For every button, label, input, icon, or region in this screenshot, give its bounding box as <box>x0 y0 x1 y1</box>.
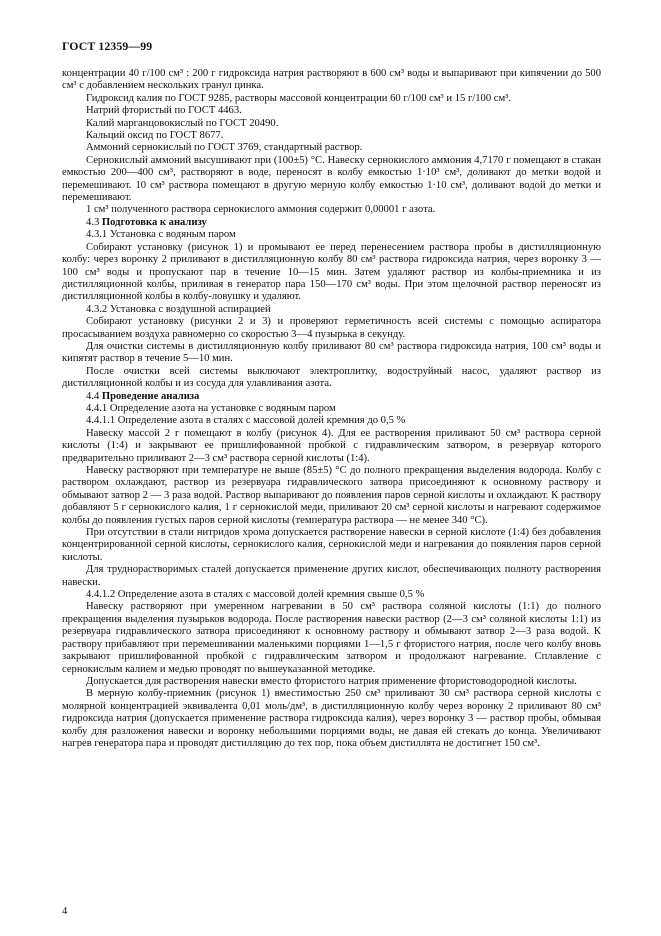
paragraph-text: Сернокислый аммоний высушивают при (100±5) °С. Навеску сернокислого аммония 4,7170 г помещают в стакан емкостью 200—400 см³, растворяют в воде, переносят в колбу емкостью 1·10³ см³, доливают до метки водой и перемешивают. 10 см³ раствора помещают в другую мерную колбу емкостью 1·10 см³, доливают водой до метки и перемешивают. <box>62 154 601 204</box>
section-heading: Проведение анализа <box>101 390 200 402</box>
paragraph <box>62 242 601 304</box>
paragraph-text: 4.4.1 Определение азота на установке с водяным паром <box>86 402 336 414</box>
paragraph-text: Гидроксид калия по ГОСТ 9285, растворы массовой концентрации 60 г/100 см³ и 15 г/100 см³. <box>86 92 511 104</box>
section-heading: Подготовка к анализу <box>101 216 207 228</box>
paragraph <box>62 316 601 341</box>
paragraph <box>62 527 601 564</box>
paragraph-text: Кальций оксид по ГОСТ 8677. <box>86 130 224 142</box>
paragraph-text: При отсутствии в стали нитридов хрома допускается растворение навески в серной кислоте (1:4) без добавления концентрированной серной кислоты, сернокислого калия, сернокислой меди и нагревания до появления паров серной кислоты. <box>62 527 601 563</box>
standard-header: ГОСТ 12359—99 <box>62 39 153 53</box>
paragraph <box>62 564 601 589</box>
paragraph <box>62 155 601 205</box>
paragraph <box>62 142 601 154</box>
paragraph-text: Собирают установку (рисунки 2 и 3) и проверяют герметичность всей системы с помощью аспиратора просасыванием воздуха равномерно со скоростью 3—4 пузырька в секунду. <box>62 316 601 340</box>
paragraph-text: Калий марганцовокислый по ГОСТ 20490. <box>86 117 279 129</box>
paragraph-text: Для труднорастворимых сталей допускается применение других кислот, обеспечивающих полноту растворения навески. <box>62 564 601 588</box>
paragraph <box>62 93 601 105</box>
paragraph <box>62 105 601 117</box>
paragraph <box>62 304 601 316</box>
paragraph-text: 4.3.1 Установка с водяным паром <box>86 229 236 241</box>
paragraph-text: Для очистки системы в дистилляционную колбу приливают 80 см³ раствора гидроксида натрия, 100 см³ воды и кипятят раствор в течение 5—10 мин. <box>62 340 601 365</box>
paragraph <box>62 415 601 427</box>
paragraph-text: Допускается для растворения навески вместо фтористого натрия применение фтористоводородной кислоты. <box>86 675 577 687</box>
paragraph-text: Навеску растворяют при умеренном нагревании в 50 см³ раствора соляной кислоты (1:1) до полного прекращения выделения пузырьков водорода. После растворения навески раствор (2—3 см³ соляной кислоты 1:1) из резервуара гидравлического затвора присоединяют к основному раствору и обмывают затвор 2—3 раза водой. К раствору прибавляют при перемешивании маленькими порциями 1—1,5 г фтористого натрия, после чего колбу вновь закрывают пришлифованной пробкой с гидравлическим затвором и продолжают нагревание. Сплавление с сернокислым калием и медью проводят по вышеуказанной методике. <box>62 601 601 675</box>
paragraph <box>62 601 601 675</box>
paragraph <box>62 589 601 601</box>
paragraph-text: Навеску растворяют при температуре не выше (85±5) °С до полного прекращения выделения водорода. Колбу с раствором охлаждают, раствор из резервуара гидравлического затвора присоединяют к основному раствору и обмывают затвор 2 — 3 раза водой. Раствор выпаривают до появления паров серной кислоты и охлаждают. К раствору добавляют 5 г сернокислого калия, 1 г сернокислой меди, приливают 20 см³ серной кислоты и нагревают содержимое колбы до появления густых паров серной кислоты (температура раствора — не менее 340 °С). <box>62 465 601 526</box>
paragraph <box>62 118 601 130</box>
paragraph <box>62 403 601 415</box>
paragraph <box>62 204 601 216</box>
paragraph-text: Навеску массой 2 г помещают в колбу (рисунок 4). Для ее растворения приливают 50 см³ раствора серной кислоты (1:4) и закрывают ее пришлифованной пробкой с гидравлическим затвором, в резервуар которого предварительно приливают 2—3 см³ раствора серной кислоты (1:4). <box>62 427 601 464</box>
page-number: 4 <box>62 906 68 917</box>
paragraph-text: В мерную колбу-приемник (рисунок 1) вместимостью 250 см³ приливают 30 см³ раствора серной кислоты с молярной концентрацией эквивалента 0,01 моль/дм³, в дистилляционную колбу через воронку 2 приливают 80 см³ гидроксида натрия (допускается применение раствора гидроксида калия), через воронку 3 — раствор пробы, обмывая колбу для разложения навески и воронку небольшими порциями воды, не давая ей стекать до конца. Увеличивают нагрев генератора пара и проводят дистилляцию до тех пор, пока объем дистиллята не достигнет 150 см³. <box>62 688 601 749</box>
paragraph-text: 4.4 <box>86 390 102 402</box>
paragraph <box>62 465 601 527</box>
paragraph-text: концентрации 40 г/100 см³ : 200 г гидроксида натрия растворяют в 600 см³ воды и выпаривают при кипячении до 500 см³ с добавлением нескольких гранул цинка. <box>62 68 601 92</box>
paragraph-text: 4.4.1.1 Определение азота в сталях с массовой долей кремния до 0,5 % <box>86 415 406 427</box>
paragraph <box>62 229 601 241</box>
paragraph <box>62 688 601 750</box>
paragraph-text: 4.3 <box>86 216 102 228</box>
paragraph <box>62 130 601 142</box>
paragraph <box>62 391 601 403</box>
document-body <box>62 68 601 750</box>
paragraph <box>62 217 601 229</box>
paragraph <box>62 428 601 465</box>
paragraph <box>62 676 601 688</box>
paragraph-text: Собирают установку (рисунок 1) и промывают ее перед перенесением раствора пробы в дистилляционную колбу: через воронку 2 приливают в дистилляционную колбу 80 см³ раствора гидроксида натрия, через воронку 3 — 100 см³ воды и пропускают пар в течение 10—15 мин. Затем удаляют раствор из колбы-приемника и из дистилляционной колбы, приливая в генератор пара 150—170 см³ воды. При этом щелочной раствор переносят из дистилляционной колбы в колбу-ловушку и удаляют. <box>62 241 601 303</box>
paragraph-text: Натрий фтористый по ГОСТ 4463. <box>86 105 242 117</box>
paragraph-text: 4.4.1.2 Определение азота в сталях с массовой долей кремния свыше 0,5 % <box>86 589 425 601</box>
paragraph-text: Аммоний сернокислый по ГОСТ 3769, стандартный раствор. <box>86 142 363 154</box>
paragraph-text: 4.3.2 Установка с воздушной аспирацией <box>86 303 271 315</box>
paragraph <box>62 366 601 391</box>
paragraph <box>62 341 601 366</box>
paragraph-text: После очистки всей системы выключают электроплитку, водоструйный насос, удаляют раствор из дистилляционной колбы и из сосуда для улавливания азота. <box>62 365 601 390</box>
paragraph <box>62 68 601 93</box>
paragraph-text: 1 см³ полученного раствора сернокислого аммония содержит 0,00001 г азота. <box>86 204 436 216</box>
